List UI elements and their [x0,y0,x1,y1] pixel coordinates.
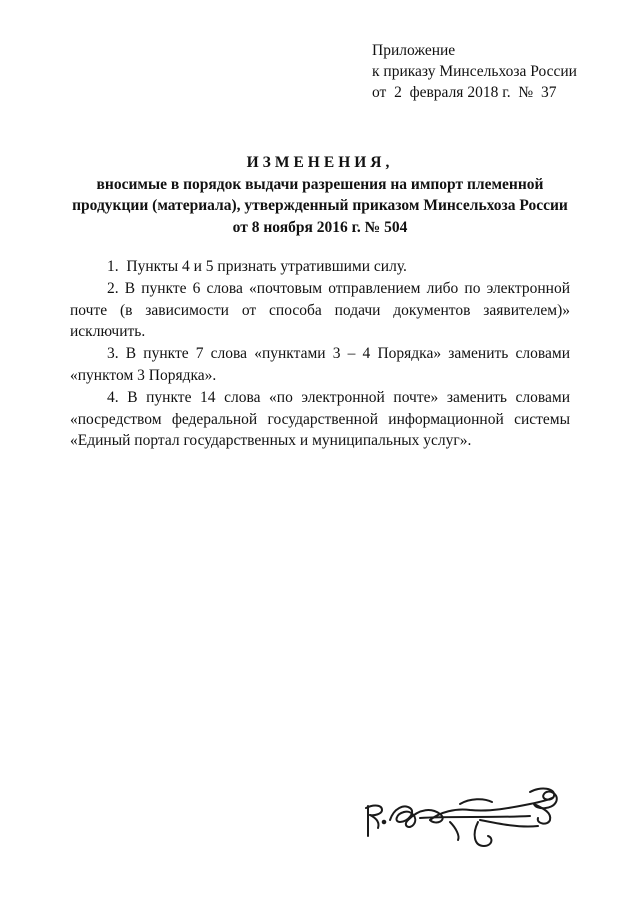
amendment-item-2: 2. В пункте 6 слова «почтовым отправлением либо по электронной почте (в зависимости от способа подачи документов заявителем)» исключить. [70,279,570,341]
title-heading: ИЗМЕНЕНИЯ, [246,154,394,171]
amendment-item-4: 4. В пункте 14 слова «по электронной почте» заменить словами «посредством федеральной государственной информационной системы «Единый портал государственных и муниципальных услуг». [70,388,570,450]
appendix-line-1: Приложение [372,42,456,59]
title-line-2: продукции (материала), утвержденный приказом Минсельхоза России [72,197,568,214]
title-line-1: вносимые в порядок выдачи разрешения на импорт племенной [96,175,544,193]
amendments-list [70,256,570,452]
document-title [70,152,570,238]
title-line-3: от 8 ноября 2016 г. № 504 [232,218,408,236]
appendix-line-2: к приказу Минсельхоза России [372,63,577,80]
amendment-item-1: 1. Пункты 4 и 5 признать утратившими силу. [107,258,407,275]
appendix-line-3: от 2 февраля 2018 г. № 37 [372,84,557,101]
appendix-header [372,40,577,103]
handwritten-signature [360,778,590,868]
amendment-item-3: 3. В пункте 7 слова «пунктами 3 – 4 Порядка» заменить словами «пунктом 3 Порядка». [70,345,570,384]
